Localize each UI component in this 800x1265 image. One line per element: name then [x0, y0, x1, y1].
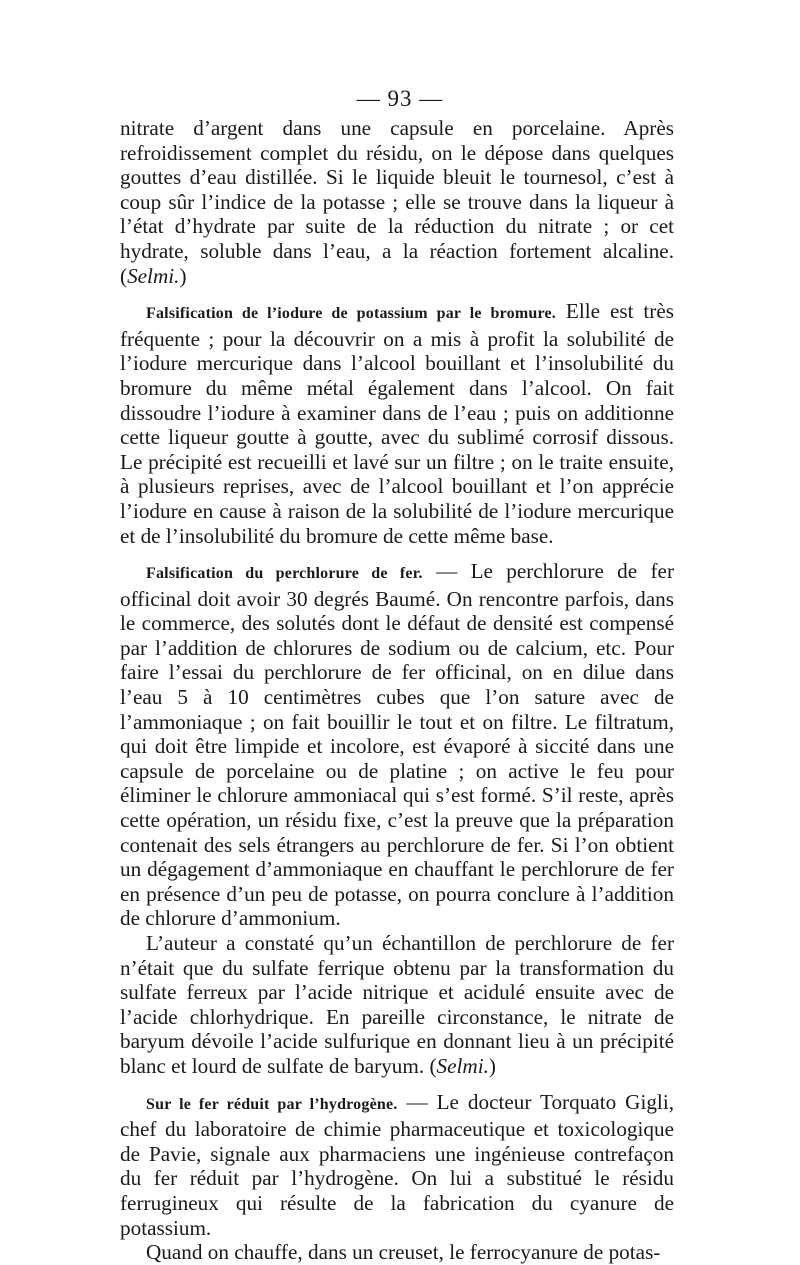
paragraph-quand	[120, 1240, 674, 1265]
section-iodure	[120, 299, 674, 548]
paragraph-text: nitrate d’argent dans une capsule en porcelaine. Après refroidissement complet du résidu, on le dépose dans quelques gouttes d’eau distillée. Si le liquide bleuit le tournesol, c’est à coup sûr l’indice de la potasse ; elle se trouve dans la liqueur à l’état d’hydrate par suite de la réduction du nitrate ; or cet hydrate, soluble dans l’eau, a la réaction fortement alcaline. (	[120, 116, 674, 288]
citation-selmi: Selmi.	[127, 263, 180, 288]
paragraph-text: — Le perchlorure de fer officinal doit avoir 30 degrés Baumé. On rencontre parfois, dans le commerce, des solutés dont le défaut de densité est compensé par l’addition de chlorures de sodium ou de calcium, etc. Pour faire l’essai du perchlorure de fer officinal, on en dilue dans l’eau 5 à 10 centimètres cubes que l’on sature avec de l’ammoniaque ; on fait bouillir le tout et on filtre. Le filtratum, qui doit être limpide et incolore, est évaporé à siccité dans une capsule de porcelaine ou de platine ; on active le feu pour éliminer le chlorure ammoniacal qui s’est formé. S’il reste, après cette opération, un résidu fixe, c’est la preuve que la préparation contenait des sels étrangers au perchlorure de fer. Si l’on obtient un dégagement d’ammoniaque en chauffant le perchlorure de fer en présence d’un peu de potasse, on pourra conclure à l’addition de chlorure d’ammonium.	[120, 559, 675, 931]
paragraph-text: — Le docteur Torquato Gigli, chef du laboratoire de chimie pharmaceutique et toxicologique de Pavie, signale aux pharmaciens une ingénieuse contrefaçon du fer réduit par l’hydrogène. On lui a substitué le résidu ferrugineux qui résulte de la fabrication du cyanure de potassium.	[120, 1089, 674, 1240]
page-body	[120, 116, 674, 1265]
citation-close: )	[179, 263, 187, 288]
citation-close: )	[488, 1053, 496, 1078]
paragraph-auteur	[120, 931, 674, 1079]
paragraph-text: Elle est très fréquente ; pour la découvrir on a mis à profit la solubilité de l’iodure mercurique dans l’alcool bouillant et l’insolubilité du bromure du même métal également dans l’alcool. On fait dissoudre l’iodure à examiner dans de l’eau ; puis on additionne cette liqueur goutte à goutte, avec du sublimé corrosif dissous. Le précipité est recueilli et lavé sur un filtre ; on le traite ensuite, à plusieurs reprises, avec de l’alcool bouillant et l’on apprécie l’iodure en cause à raison de la solubilité de l’iodure mercurique et de l’insolubilité du bromure de cette même base.	[120, 299, 674, 548]
citation-selmi: Selmi.	[436, 1053, 489, 1078]
paragraph-text: Quand on chauffe, dans un creuset, le ferrocyanure de potas-	[146, 1240, 661, 1265]
section-perchlorure	[120, 559, 674, 931]
paragraph-text: L’auteur a constaté qu’un échantillon de perchlorure de fer n’était que du sulfate ferrique obtenu par la transformation du sulfate ferreux par l’acide nitrique et acidulé ensuite avec de l’acide chlorhydrique. En pareille circonstance, le nitrate de baryum dévoile l’acide sulfurique en donnant lieu à un précipité blanc et lourd de sulfate de baryum. (	[120, 931, 674, 1078]
section-fer-reduit	[120, 1090, 674, 1241]
section-heading: Sur le fer réduit par l’hydrogène.	[146, 1095, 398, 1113]
section-heading: Falsification de l’iodure de potassium par le bromure.	[146, 305, 556, 323]
paragraph-continuation	[120, 116, 674, 288]
page-number: — 93 —	[356, 86, 444, 111]
section-heading: Falsification du perchlorure de fer.	[146, 565, 423, 583]
